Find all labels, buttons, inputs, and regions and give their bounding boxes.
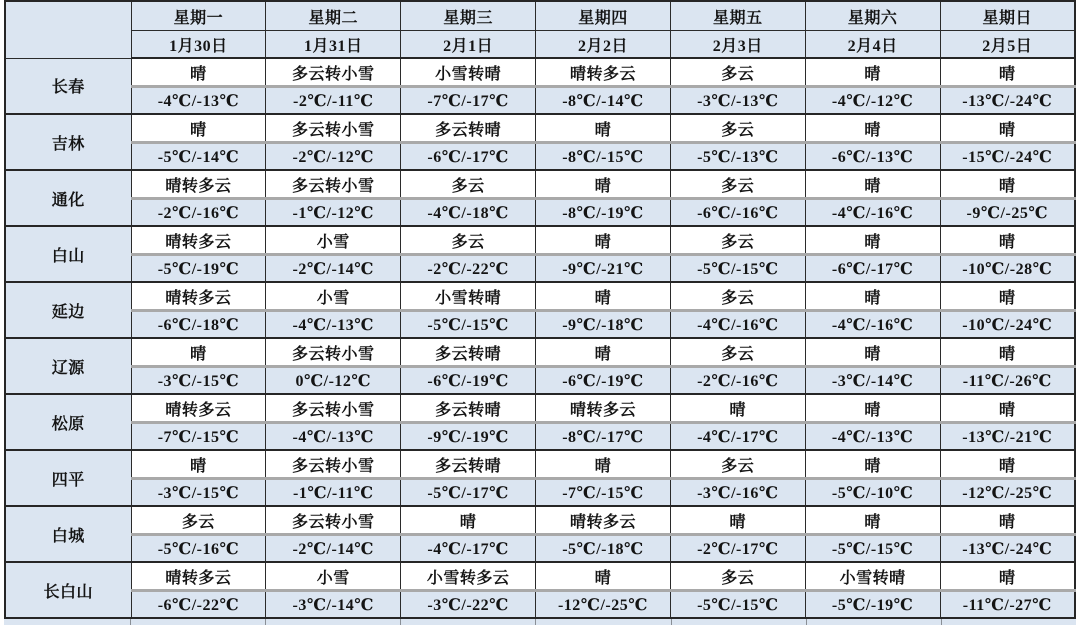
temperature-cell: -7℃/-15℃ (131, 423, 266, 451)
temperature-cell: -3℃/-15℃ (131, 479, 266, 507)
temperature-cell: -10℃/-24℃ (940, 311, 1075, 339)
temperature-cell: -4℃/-12℃ (805, 87, 940, 115)
weather-cell: 晴 (805, 506, 940, 535)
weather-cell: 晴 (805, 114, 940, 143)
weather-cell: 多云 (670, 338, 805, 367)
temperature-cell: -5℃/-15℃ (805, 535, 940, 563)
weather-cell: 晴转多云 (131, 282, 266, 311)
weather-cell: 晴 (131, 58, 266, 87)
temperature-cell: -3℃/-16℃ (670, 479, 805, 507)
weather-cell: 多云 (670, 114, 805, 143)
weather-cell: 晴 (940, 450, 1075, 479)
weather-cell: 多云 (670, 450, 805, 479)
temperature-cell: -5℃/-18℃ (536, 535, 671, 563)
temperature-cell: -3℃/-14℃ (805, 367, 940, 395)
weather-cell: 多云转小雪 (266, 58, 401, 87)
temperature-cell: -6℃/-18℃ (131, 311, 266, 339)
weather-row (5, 226, 1075, 255)
weather-cell: 晴 (805, 394, 940, 423)
date-header-cell: 1月31日 (266, 31, 401, 59)
temperature-cell: -8℃/-19℃ (536, 199, 671, 227)
weather-cell: 晴 (670, 394, 805, 423)
weather-cell: 多云转小雪 (266, 338, 401, 367)
temperature-cell: -10℃/-28℃ (940, 255, 1075, 283)
weather-cell: 晴 (805, 58, 940, 87)
temperature-cell: -9℃/-19℃ (401, 423, 536, 451)
weather-cell: 晴 (805, 282, 940, 311)
temperature-cell: -2℃/-16℃ (131, 199, 266, 227)
weather-cell: 晴 (940, 226, 1075, 255)
temperature-cell: -2℃/-14℃ (266, 535, 401, 563)
weather-row (5, 394, 1075, 423)
weather-row (5, 562, 1075, 591)
weather-cell: 晴 (940, 338, 1075, 367)
temperature-cell: -6℃/-17℃ (401, 143, 536, 171)
day-header-tue: 星期二 (266, 1, 401, 31)
temperature-cell: -4℃/-18℃ (401, 199, 536, 227)
temperature-cell: -8℃/-17℃ (536, 423, 671, 451)
city-name-cell: 通化 (5, 170, 131, 226)
temperature-cell: -3℃/-22℃ (401, 591, 536, 619)
day-header-fri: 星期五 (670, 1, 805, 31)
temperature-row (5, 199, 1075, 227)
weather-cell: 晴 (940, 58, 1075, 87)
weather-cell: 晴 (536, 338, 671, 367)
temperature-cell: -9℃/-25℃ (940, 199, 1075, 227)
weather-row (5, 58, 1075, 87)
date-header-cell: 2月1日 (401, 31, 536, 59)
weather-cell: 晴 (131, 338, 266, 367)
weather-cell: 晴 (940, 562, 1075, 591)
temperature-cell: -7℃/-17℃ (401, 87, 536, 115)
temperature-cell: -8℃/-14℃ (536, 87, 671, 115)
date-header-row (5, 31, 1075, 59)
temperature-cell: -13℃/-24℃ (940, 535, 1075, 563)
day-header-sun: 星期日 (940, 1, 1075, 31)
weather-cell: 多云转晴 (401, 338, 536, 367)
temperature-cell: -5℃/-19℃ (131, 255, 266, 283)
city-name-cell: 松原 (5, 394, 131, 450)
weather-forecast-table (4, 0, 1076, 619)
weather-cell: 晴 (670, 506, 805, 535)
temperature-cell: -5℃/-15℃ (670, 591, 805, 619)
column-border-stub (265, 619, 400, 625)
temperature-cell: -4℃/-17℃ (670, 423, 805, 451)
weather-cell: 多云 (131, 506, 266, 535)
weather-cell: 晴 (940, 506, 1075, 535)
date-header-cell: 1月30日 (131, 31, 266, 59)
temperature-row (5, 255, 1075, 283)
temperature-cell: -12℃/-25℃ (940, 479, 1075, 507)
day-header-sat: 星期六 (805, 1, 940, 31)
weather-cell: 晴 (805, 450, 940, 479)
day-header-mon: 星期一 (131, 1, 266, 31)
weather-cell: 多云 (401, 226, 536, 255)
temperature-cell: -5℃/-15℃ (401, 311, 536, 339)
weather-cell: 小雪转多云 (401, 562, 536, 591)
weather-cell: 晴转多云 (536, 58, 671, 87)
weather-cell: 多云 (670, 170, 805, 199)
weather-cell: 小雪转晴 (401, 58, 536, 87)
city-name-cell: 长春 (5, 58, 131, 114)
temperature-row (5, 535, 1075, 563)
date-header-cell: 2月3日 (670, 31, 805, 59)
temperature-cell: -6℃/-13℃ (805, 143, 940, 171)
weather-cell: 晴 (536, 170, 671, 199)
temperature-cell: -1℃/-11℃ (266, 479, 401, 507)
column-border-stub (671, 619, 806, 625)
temperature-cell: -4℃/-16℃ (670, 311, 805, 339)
temperature-cell: -2℃/-11℃ (266, 87, 401, 115)
city-name-cell: 长白山 (5, 562, 131, 618)
weather-cell: 多云转晴 (401, 114, 536, 143)
weather-cell: 小雪 (266, 282, 401, 311)
weather-cell: 晴 (131, 114, 266, 143)
temperature-cell: -3℃/-15℃ (131, 367, 266, 395)
temperature-cell: -2℃/-14℃ (266, 255, 401, 283)
temperature-cell: -5℃/-13℃ (670, 143, 805, 171)
city-name-cell: 吉林 (5, 114, 131, 170)
temperature-cell: -2℃/-22℃ (401, 255, 536, 283)
weather-cell: 小雪 (266, 562, 401, 591)
temperature-cell: -3℃/-13℃ (670, 87, 805, 115)
weekday-header-row (5, 1, 1075, 31)
temperature-cell: -9℃/-21℃ (536, 255, 671, 283)
weather-cell: 晴 (536, 450, 671, 479)
temperature-cell: -4℃/-13℃ (805, 423, 940, 451)
city-name-cell: 四平 (5, 450, 131, 506)
temperature-cell: -7℃/-15℃ (536, 479, 671, 507)
temperature-cell: -4℃/-13℃ (266, 311, 401, 339)
weather-cell: 小雪转晴 (401, 282, 536, 311)
date-header-cell: 2月5日 (940, 31, 1075, 59)
temperature-row (5, 87, 1075, 115)
weather-cell: 晴 (940, 114, 1075, 143)
weather-cell: 晴 (536, 562, 671, 591)
date-header-cell: 2月4日 (805, 31, 940, 59)
column-border-stub (4, 619, 130, 625)
column-border-stub (535, 619, 670, 625)
temperature-row (5, 367, 1075, 395)
column-border-stub (400, 619, 535, 625)
temperature-cell: -12℃/-25℃ (536, 591, 671, 619)
weather-cell: 晴转多云 (131, 170, 266, 199)
weather-cell: 多云转小雪 (266, 170, 401, 199)
weather-cell: 晴 (805, 170, 940, 199)
weather-cell: 多云转小雪 (266, 506, 401, 535)
weather-cell: 晴 (805, 338, 940, 367)
weather-cell: 晴转多云 (536, 394, 671, 423)
weather-row (5, 338, 1075, 367)
temperature-cell: -8℃/-15℃ (536, 143, 671, 171)
corner-cell (5, 1, 131, 58)
column-border-stub (130, 619, 265, 625)
temperature-cell: -9℃/-18℃ (536, 311, 671, 339)
weather-row (5, 114, 1075, 143)
temperature-row (5, 423, 1075, 451)
weather-cell: 晴 (805, 226, 940, 255)
column-border-stub (806, 619, 941, 625)
temperature-row (5, 143, 1075, 171)
weather-cell: 晴 (401, 506, 536, 535)
temperature-cell: -6℃/-19℃ (401, 367, 536, 395)
weather-row (5, 450, 1075, 479)
weather-cell: 晴转多云 (131, 394, 266, 423)
temperature-row (5, 311, 1075, 339)
weather-cell: 多云 (670, 226, 805, 255)
temperature-cell: -6℃/-22℃ (131, 591, 266, 619)
temperature-cell: -4℃/-16℃ (805, 311, 940, 339)
temperature-row (5, 479, 1075, 507)
weather-cell: 晴 (536, 226, 671, 255)
weather-cell: 晴转多云 (536, 506, 671, 535)
temperature-cell: -5℃/-14℃ (131, 143, 266, 171)
city-name-cell: 辽源 (5, 338, 131, 394)
temperature-cell: -13℃/-24℃ (940, 87, 1075, 115)
temperature-cell: -11℃/-27℃ (940, 591, 1075, 619)
weather-cell: 晴 (536, 282, 671, 311)
city-name-cell: 白山 (5, 226, 131, 282)
temperature-cell: -5℃/-15℃ (670, 255, 805, 283)
weather-row (5, 506, 1075, 535)
temperature-cell: -3℃/-14℃ (266, 591, 401, 619)
temperature-cell: -6℃/-19℃ (536, 367, 671, 395)
weather-cell: 多云转小雪 (266, 114, 401, 143)
temperature-cell: -5℃/-17℃ (401, 479, 536, 507)
weather-cell: 晴转多云 (131, 226, 266, 255)
weather-row (5, 282, 1075, 311)
temperature-row (5, 591, 1075, 619)
temperature-cell: -4℃/-16℃ (805, 199, 940, 227)
temperature-cell: -6℃/-17℃ (805, 255, 940, 283)
temperature-cell: -2℃/-17℃ (670, 535, 805, 563)
temperature-cell: -2℃/-16℃ (670, 367, 805, 395)
weather-cell: 晴转多云 (131, 562, 266, 591)
weather-cell: 小雪转晴 (805, 562, 940, 591)
weather-cell: 晴 (940, 394, 1075, 423)
weather-cell: 多云 (670, 282, 805, 311)
weather-cell: 多云 (401, 170, 536, 199)
city-name-cell: 白城 (5, 506, 131, 562)
weather-cell: 多云转晴 (401, 394, 536, 423)
day-header-thu: 星期四 (536, 1, 671, 31)
temperature-cell: -11℃/-26℃ (940, 367, 1075, 395)
temperature-cell: -5℃/-19℃ (805, 591, 940, 619)
weather-cell: 多云转小雪 (266, 450, 401, 479)
weather-cell: 小雪 (266, 226, 401, 255)
temperature-cell: -5℃/-16℃ (131, 535, 266, 563)
table-continuation-strip (4, 619, 1076, 625)
weather-cell: 晴 (940, 282, 1075, 311)
city-name-cell: 延边 (5, 282, 131, 338)
weather-cell: 多云转小雪 (266, 394, 401, 423)
temperature-cell: -5℃/-10℃ (805, 479, 940, 507)
temperature-cell: -13℃/-21℃ (940, 423, 1075, 451)
temperature-cell: -1℃/-12℃ (266, 199, 401, 227)
weather-cell: 多云 (670, 562, 805, 591)
temperature-cell: -6℃/-16℃ (670, 199, 805, 227)
temperature-cell: -2℃/-12℃ (266, 143, 401, 171)
weather-cell: 晴 (536, 114, 671, 143)
weather-cell: 多云转晴 (401, 450, 536, 479)
temperature-cell: -15℃/-24℃ (940, 143, 1075, 171)
weather-row (5, 170, 1075, 199)
temperature-cell: -4℃/-13℃ (266, 423, 401, 451)
date-header-cell: 2月2日 (536, 31, 671, 59)
temperature-cell: 0℃/-12℃ (266, 367, 401, 395)
weather-cell: 晴 (131, 450, 266, 479)
temperature-cell: -4℃/-17℃ (401, 535, 536, 563)
day-header-wed: 星期三 (401, 1, 536, 31)
column-border-stub (941, 619, 1076, 625)
weather-cell: 多云 (670, 58, 805, 87)
temperature-cell: -4℃/-13℃ (131, 87, 266, 115)
weather-cell: 晴 (940, 170, 1075, 199)
